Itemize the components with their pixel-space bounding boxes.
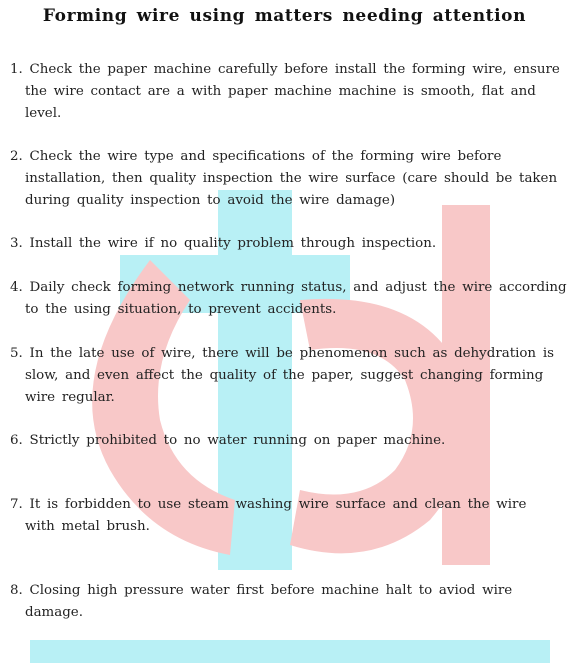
list-item-3: [10, 233, 555, 255]
list-item-2: [10, 146, 558, 212]
watermark-cyan-band: [30, 640, 550, 663]
item-5-line-3: wire regular.: [25, 390, 115, 405]
list-item-8: [10, 580, 555, 624]
item-1-line-1: 1. Check the paper machine carefully before install the forming wire, ensure: [10, 62, 560, 77]
item-4-line-2: to the using situation, to prevent accidents.: [25, 302, 337, 317]
item-5-line-1: 5. In the late use of wire, there will be phenomenon such as dehydration is: [10, 346, 554, 361]
item-7-line-1: 7. It is forbidden to use steam washing wire surface and clean the wire: [10, 497, 527, 512]
list-item-6: [10, 430, 555, 452]
page-title: Forming wire using matters needing attention: [42, 6, 527, 26]
item-2-line-2: installation, then quality inspection the wire surface (care should be taken: [25, 171, 558, 186]
item-1-line-3: level.: [25, 106, 62, 121]
list-item-5: [10, 343, 555, 409]
item-2-line-3: during quality inspection to avoid the wire damage): [25, 193, 396, 208]
item-7-line-2: with metal brush.: [25, 519, 150, 534]
item-8-line-1: 8. Closing high pressure water first before machine halt to aviod wire: [10, 583, 513, 598]
item-6-line-1: 6. Strictly prohibited to no water running on paper machine.: [10, 433, 446, 448]
list-item-1: [10, 59, 560, 125]
item-8-line-2: damage.: [25, 605, 83, 620]
list-item-7: [10, 494, 555, 538]
item-4-line-1: 4. Daily check forming network running status, and adjust the wire according: [10, 280, 567, 295]
item-5-line-2: slow, and even affect the quality of the paper, suggest changing forming: [25, 368, 544, 383]
item-2-line-1: 2. Check the wire type and specifications of the forming wire before: [10, 149, 502, 164]
list-item-4: [10, 277, 567, 321]
item-3-line-1: 3. Install the wire if no quality problem through inspection.: [10, 236, 437, 251]
item-1-line-2: the wire contact are a with paper machine machine is smooth, flat and: [25, 84, 536, 99]
